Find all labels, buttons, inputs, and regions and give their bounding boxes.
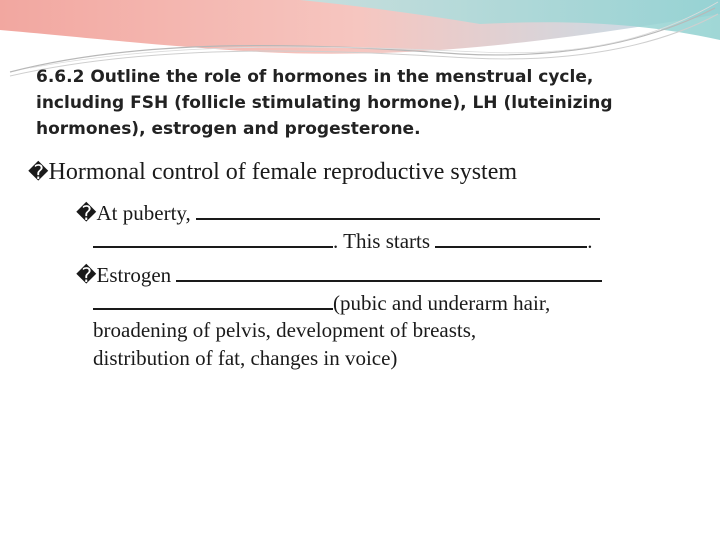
bullet-text: . This starts [333,229,436,253]
fill-in-blank [93,226,333,248]
bullet-text: broadening of pelvis, development of breasts, [93,318,477,342]
fill-in-blank [93,288,333,310]
bullet-estrogen-line-4 [93,344,397,372]
bullet-text: Estrogen [96,263,177,287]
fill-in-blank [435,226,587,248]
bullet-estrogen-line-1 [76,260,602,289]
title-line: 6.6.2 Outline the role of hormones in the menstrual cycle, [36,67,594,87]
bullet-glyph-icon: � [76,201,97,225]
bullet-text: At puberty, [96,201,197,225]
bullet-puberty-line-1 [76,198,600,227]
bullet-glyph-icon: � [76,263,97,287]
title-line: including FSH (follicle stimulating hormone), LH (luteinizing [36,93,613,113]
bullet-glyph-icon: � [28,160,49,184]
bullet-text: distribution of fat, changes in voice) [93,346,398,370]
bullet-estrogen-line-3 [93,316,476,344]
fill-in-blank [196,198,600,220]
bullet-puberty-line-2 [93,226,593,255]
heading-text: Hormonal control of female reproductive system [48,159,518,185]
bullet-text: (pubic and underarm hair, [333,291,551,315]
title-line: hormones), estrogen and progesterone. [36,119,421,139]
fill-in-blank [176,260,602,282]
bullet-estrogen-line-2 [93,288,550,317]
slide-title [36,64,686,142]
section-heading [28,156,517,188]
bullet-text: . [587,229,593,253]
